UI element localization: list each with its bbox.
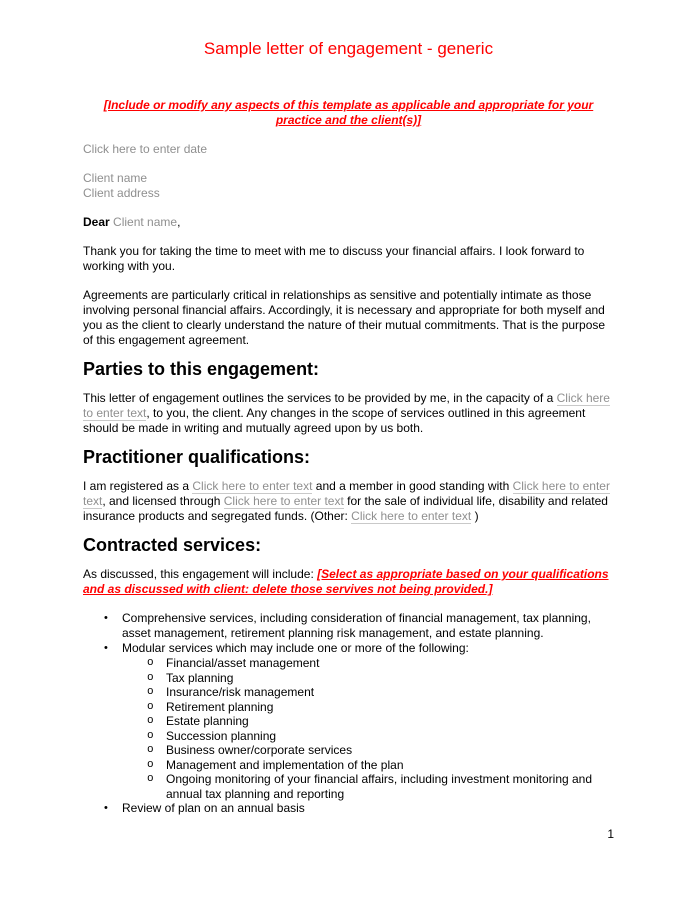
circle-bullet-icon: o <box>147 671 154 684</box>
circle-bullet-icon: o <box>147 744 154 756</box>
sub-bullet-item-label: Management and implementation of the plan <box>166 757 404 772</box>
page-title: Sample letter of engagement - generic <box>203 39 494 58</box>
services-list <box>83 611 614 816</box>
sub-bullet-item <box>83 729 614 744</box>
salutation-comma: , <box>177 215 181 229</box>
circle-bullet-icon: o <box>147 729 154 742</box>
qual-text-1: I am registered as a <box>83 479 193 493</box>
client-address-placeholder[interactable]: Client address <box>83 186 160 200</box>
bullet-icon: • <box>104 642 108 654</box>
bullet-item-label: Review of plan on an annual basis <box>122 801 305 815</box>
sub-bullet-item-label: Financial/asset management <box>166 656 320 670</box>
registration-placeholder[interactable]: Click here to enter text <box>192 479 313 493</box>
circle-bullet-icon: o <box>147 758 154 771</box>
salutation-dear: Dear <box>83 215 114 229</box>
paragraph-qualifications <box>83 479 614 524</box>
sub-bullet-item <box>83 685 614 700</box>
license-placeholder[interactable]: Click here to enter text <box>223 494 344 508</box>
heading-parties: Parties to this engagement: <box>83 359 320 379</box>
page-number: 1 <box>607 827 614 841</box>
circle-bullet-icon: o <box>147 773 154 785</box>
date-placeholder[interactable]: Click here to enter date <box>83 142 208 156</box>
paragraph-thanks: Thank you for taking the time to meet with me to discuss your financial affairs. I look forward to working with you. <box>83 244 585 273</box>
qual-text-5: ) <box>471 509 479 523</box>
salutation <box>83 215 614 230</box>
client-name-placeholder[interactable]: Client name <box>83 171 148 185</box>
services-intro-text: As discussed, this engagement will include: <box>83 567 318 581</box>
bullet-icon: • <box>104 612 108 624</box>
sub-bullet-item <box>83 743 614 758</box>
services-selection-notice: [Select as appropriate based on your qualifications and as discussed with client: delete those servives not being provided.] <box>83 567 609 596</box>
template-notice: [Include or modify any aspects of this template as applicable and appropriate for your practice and the client(s)] <box>103 98 594 127</box>
sub-bullet-item <box>83 714 614 729</box>
parties-text-before: This letter of engagement outlines the services to be provided by me, in the capacity of a <box>83 391 557 405</box>
bullet-icon: • <box>104 802 108 814</box>
circle-bullet-icon: o <box>147 700 154 713</box>
membership-placeholder[interactable]: Click here to enter text <box>83 479 610 508</box>
sub-bullet-item-label: Retirement planning <box>166 699 274 714</box>
bullet-item-label: Modular services which may include one or more of the following: <box>122 641 469 655</box>
paragraph-parties <box>83 391 614 436</box>
circle-bullet-icon: o <box>147 715 154 727</box>
sub-bullet-item-label: Succession planning <box>166 728 277 743</box>
heading-qualifications: Practitioner qualifications: <box>83 447 311 467</box>
paragraph-services-intro <box>83 567 614 597</box>
sub-bullet-item-label: Insurance/risk management <box>166 685 315 699</box>
circle-bullet-icon: o <box>147 686 154 698</box>
paragraph-agreements: Agreements are particularly critical in relationships as sensitive and potentially intimate as those involving personal financial affairs. Accordingly, it is necessary and appropriate for both myself and you as the client to clearly understand the nature of their mutual commitments. That is the purpose of this engagement agreement. <box>83 288 606 347</box>
circle-bullet-icon: o <box>147 657 154 669</box>
sub-bullet-item <box>83 758 614 773</box>
bullet-item <box>83 611 614 641</box>
sub-bullet-item-label: Ongoing monitoring of your financial affairs, including investment monitoring and annual tax planning and reporting <box>166 772 593 801</box>
parties-text-after: , to you, the client. Any changes in the scope of services outlined in this agreement should be made in writing and mutually agreed upon by us both. <box>83 406 586 435</box>
capacity-placeholder[interactable]: Click here to enter text <box>83 391 610 420</box>
sub-bullet-item-label: Tax planning <box>166 670 234 685</box>
other-placeholder[interactable]: Click here to enter text <box>351 509 472 523</box>
qual-text-3: , and licensed through <box>102 494 224 508</box>
bullet-item <box>83 801 614 816</box>
date-placeholder-block <box>83 142 614 157</box>
qual-text-2: and a member in good standing with <box>312 479 513 493</box>
salutation-client-placeholder[interactable]: Client name <box>113 215 178 229</box>
bullet-item <box>83 641 614 656</box>
sub-bullet-item <box>83 700 614 715</box>
qual-text-4: for the sale of individual life, disability and related insurance products and segregated funds. (Other: <box>83 494 608 523</box>
sub-bullet-item-label: Estate planning <box>166 714 249 728</box>
sub-bullet-item <box>83 671 614 686</box>
bullet-item-label: Comprehensive services, including consideration of financial management, tax planning, asset management, retirement planning risk management, and estate planning. <box>122 611 591 640</box>
heading-services: Contracted services: <box>83 535 262 555</box>
sub-bullet-item <box>83 772 614 801</box>
sub-bullet-item-label: Business owner/corporate services <box>166 743 353 757</box>
client-address-block <box>83 171 614 201</box>
sub-bullet-item <box>83 656 614 671</box>
